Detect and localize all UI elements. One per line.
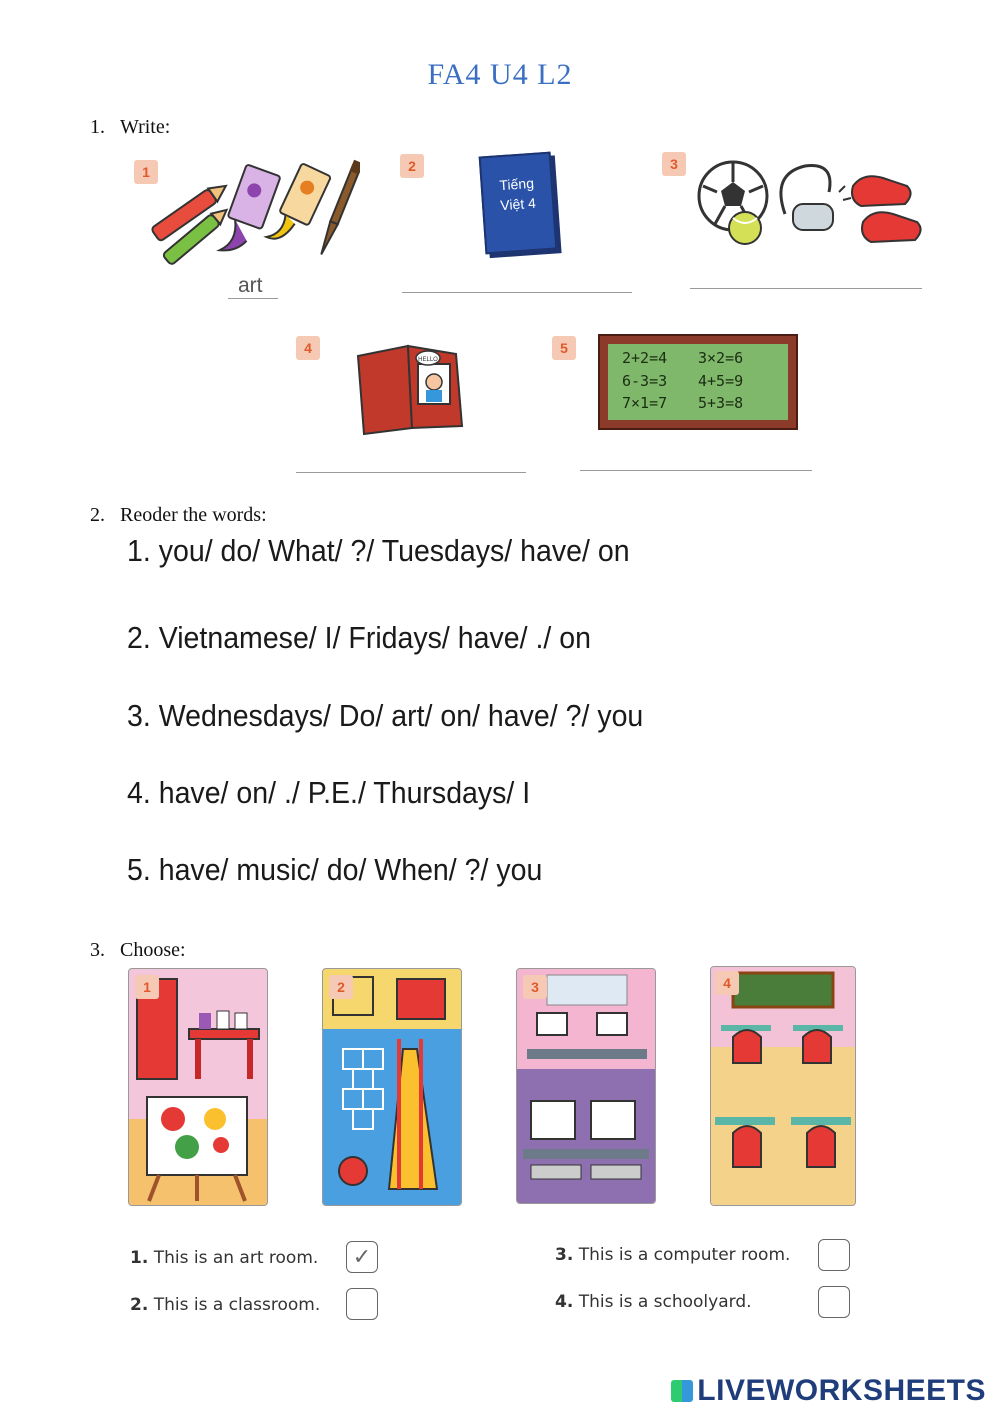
reorder-sentence-2[interactable]: 2. Vietnamese/ I/ Fridays/ have/ ./ on: [127, 620, 591, 655]
choice-checkbox-2[interactable]: [346, 1288, 378, 1320]
card-number-badge: 2: [329, 975, 353, 999]
section-label: Choose:: [120, 939, 186, 961]
answer-line-5[interactable]: [580, 470, 812, 471]
item-number-badge: 3: [662, 152, 686, 176]
schoolyard-picture: [322, 968, 462, 1206]
write-exercise-panel: [128, 150, 924, 482]
speech-bubble-text: HELLO: [418, 357, 438, 363]
reorder-sentence-1[interactable]: 1. you/ do/ What/ ?/ Tuesdays/ have/ on: [127, 533, 630, 568]
sports-equipment-icon: [693, 156, 923, 256]
item-number-badge: 1: [134, 160, 158, 184]
section-1-heading: [90, 116, 170, 139]
english-book-icon: [352, 336, 472, 436]
math-equation: 4+5=9: [698, 371, 744, 390]
choice-statement-1: 1. This is an art room.: [130, 1248, 319, 1268]
math-blackboard-icon: [598, 334, 798, 430]
answer-line-2[interactable]: [402, 292, 632, 293]
section-number: 3.: [90, 939, 105, 961]
item-number-badge: 5: [552, 336, 576, 360]
blackboard-surface: [608, 344, 788, 420]
card-number-badge: 1: [135, 975, 159, 999]
math-equation: 7×1=7: [622, 394, 668, 413]
section-3-heading: [90, 939, 186, 962]
choice-statement-2: 2. This is a classroom.: [130, 1295, 321, 1315]
section-number: 2.: [90, 504, 105, 526]
section-number: 1.: [90, 116, 105, 138]
liveworksheets-logo: LIVEWORKSHEETS: [671, 1374, 986, 1408]
art-room-picture: [128, 968, 268, 1206]
reorder-sentence-3[interactable]: 3. Wednesdays/ Do/ art/ on/ have/ ?/ you: [127, 698, 644, 733]
math-equation: 6-3=3: [622, 371, 668, 390]
choice-statement-3: 3. This is a computer room.: [555, 1245, 791, 1265]
card-number-badge: 3: [523, 975, 547, 999]
card-number-badge: 4: [715, 971, 739, 995]
section-label: Reoder the words:: [120, 504, 267, 526]
math-equation: 5+3=8: [698, 394, 744, 413]
choice-checkbox-1[interactable]: ✓: [346, 1241, 378, 1273]
liveworksheets-logo-icon: [671, 1380, 693, 1402]
computer-room-picture: [516, 968, 656, 1204]
vietnamese-book-icon: [479, 152, 558, 255]
choice-checkbox-3[interactable]: [818, 1239, 850, 1271]
item-number-badge: 4: [296, 336, 320, 360]
reorder-sentence-5[interactable]: 5. have/ music/ do/ When/ ?/ you: [127, 852, 543, 887]
choice-statement-4: 4. This is a schoolyard.: [555, 1292, 752, 1312]
item-number-badge: 2: [400, 154, 424, 178]
answer-line-3[interactable]: [690, 288, 922, 289]
answer-line-4[interactable]: [296, 472, 526, 473]
section-2-heading: [90, 504, 267, 527]
art-supplies-icon: [140, 158, 360, 268]
classroom-picture: [710, 966, 856, 1206]
page-title: FA4 U4 L2: [427, 58, 573, 91]
section-label: Write:: [120, 116, 171, 138]
book-title-line-2: Việt 4: [499, 194, 537, 214]
math-equation: 2+2=4: [622, 349, 668, 367]
answer-line-1[interactable]: [228, 298, 278, 299]
math-equation: 3×2=6: [698, 349, 744, 367]
choice-checkbox-4[interactable]: [818, 1286, 850, 1318]
answer-text-1: art: [238, 274, 263, 297]
book-title-line-1: Tiếng: [498, 174, 535, 194]
reorder-sentence-4[interactable]: 4. have/ on/ ./ P.E./ Thursdays/ I: [127, 775, 531, 810]
